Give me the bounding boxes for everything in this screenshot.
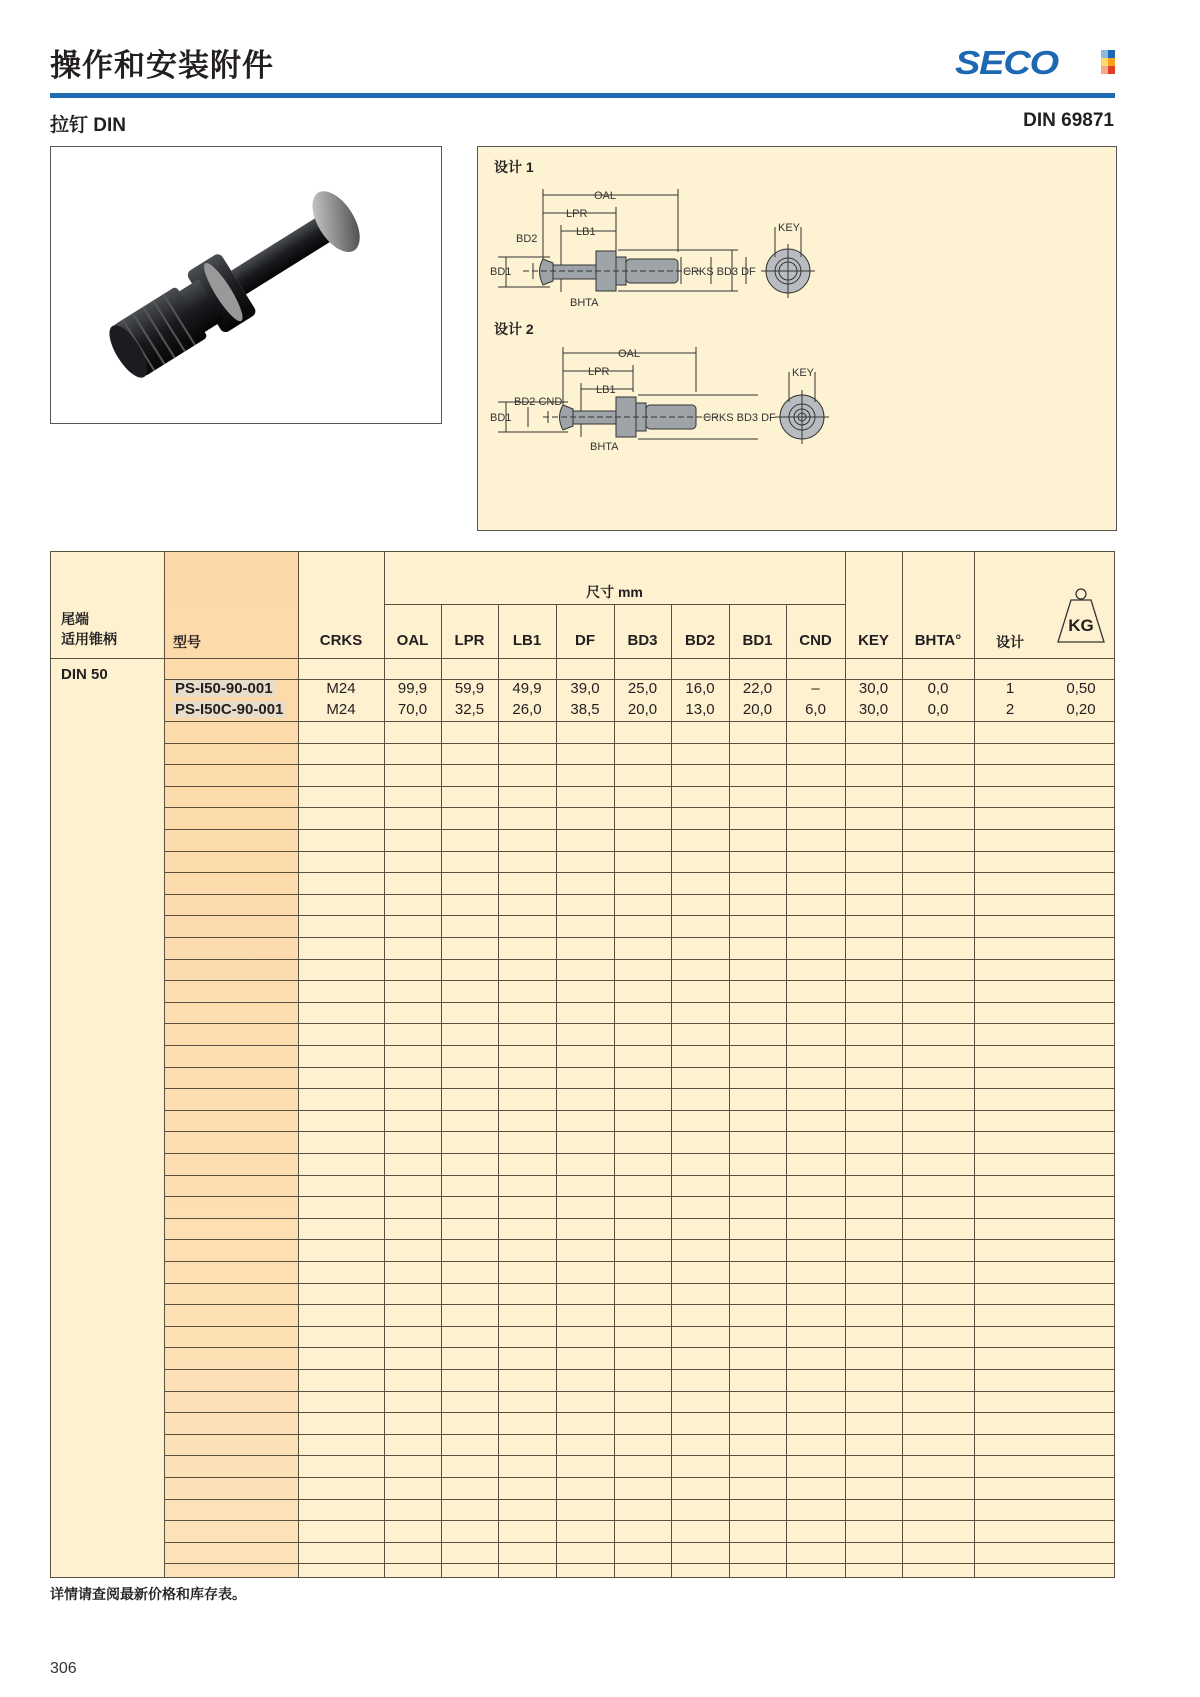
row-divider [164,1520,1114,1521]
row-divider [164,1023,1114,1024]
row-divider [164,1455,1114,1456]
row-divider [164,1391,1114,1392]
svg-text:BD2: BD2 [516,233,538,245]
cell-weight: 0,50 [1066,680,1096,697]
cell-bd3: 20,0 [627,701,658,718]
svg-text:CRKS BD3 DF: CRKS BD3 DF [703,412,776,424]
svg-text:OAL: OAL [594,190,617,202]
header-oal: OAL [396,632,429,649]
row-divider [164,721,1114,722]
row-divider [164,980,1114,981]
header-lpr: LPR [454,632,485,649]
row-divider [164,786,1114,787]
cell-weight: 0,20 [1066,701,1096,718]
row-divider [164,1542,1114,1543]
svg-text:BD1: BD1 [490,266,512,278]
logo-square [1101,50,1108,58]
row-divider [164,1261,1114,1262]
header-rule [50,93,1115,98]
page-number: 306 [50,1660,77,1677]
row-divider [164,1283,1114,1284]
row-divider [164,1153,1114,1154]
cell-cnd: – [811,680,820,697]
svg-text:BHTA: BHTA [590,441,619,453]
row-divider [164,1110,1114,1111]
row-divider [164,1412,1114,1413]
cell-bhta: 0,0 [927,680,949,697]
cell-oal: 70,0 [397,701,428,718]
cell-lb1: 49,9 [512,680,542,697]
row-divider [164,1067,1114,1068]
row-divider [164,743,1114,744]
cell-lpr: 32,5 [454,701,485,718]
cell-bd3: 25,0 [627,680,658,697]
cell-bd1: 20,0 [742,701,773,718]
header-cnd: CND [799,632,832,649]
row-divider [164,1196,1114,1197]
cell-df: 38,5 [570,701,600,718]
row-divider [164,1218,1114,1219]
header-crks: CRKS [319,632,363,649]
cell-bd1: 22,0 [742,680,773,697]
section-subtitle: 拉钉 DIN [50,115,127,136]
page-title: 操作和安装附件 [50,48,274,84]
specification-table [50,551,1115,1578]
header-model: 型号 [173,635,201,651]
row-divider [164,807,1114,808]
cell-oal: 99,9 [397,680,428,697]
cell-lpr: 59,9 [454,680,485,697]
model-number[interactable]: PS-I50C-90-001 [172,701,286,718]
row-divider [164,1088,1114,1089]
row-divider [164,1175,1114,1176]
row-divider [164,915,1114,916]
row-divider [164,764,1114,765]
logo-square [1108,50,1115,58]
row-divider [164,872,1114,873]
svg-text:KEY: KEY [778,222,801,234]
row-divider [164,1347,1114,1348]
header-bd1: BD1 [742,632,773,649]
header-bhta: BHTA° [914,632,962,649]
pull-stud-illustration-icon [51,147,441,423]
cell-key: 30,0 [858,701,889,718]
weight-kg-label: KG [1068,616,1094,635]
row-divider [164,894,1114,895]
row-divider [164,829,1114,830]
cell-key: 30,0 [858,680,889,697]
standard-label: DIN 69871 [1023,110,1114,131]
row-divider [164,1477,1114,1478]
row-divider [164,1002,1114,1003]
row-divider [164,1131,1114,1132]
row-divider [164,1434,1114,1435]
header-bd2: BD2 [684,632,715,649]
design-2-label: 设计 2 [494,321,534,337]
row-divider [164,937,1114,938]
brand-wordmark: SECO [955,44,1058,81]
header-df: DF [575,632,595,649]
cell-crks: M24 [326,680,356,697]
technical-drawing [477,146,1117,531]
svg-text:CRKS BD3 DF: CRKS BD3 DF [683,266,756,278]
dimension-drawing-icon [478,147,1116,530]
cell-crks: M24 [326,701,356,718]
weight-header [1046,586,1116,646]
svg-text:KEY: KEY [792,367,815,379]
header-bd3: BD3 [627,632,658,649]
row-divider [164,1239,1114,1240]
cell-bd2: 13,0 [685,701,715,718]
row-divider [164,1499,1114,1500]
logo-square [1101,58,1108,66]
header-dimensions-group: 尺寸 mm [586,584,643,600]
model-number[interactable]: PS-I50-90-001 [172,680,276,697]
header-lb1: LB1 [512,632,542,649]
taper-group-din50: DIN 50 [61,666,108,683]
product-photo [50,146,442,424]
svg-text:LPR: LPR [566,208,588,220]
row-divider [164,679,1114,680]
cell-bd2: 16,0 [685,680,715,697]
footnote: 详情请查阅最新价格和库存表。 [50,1587,246,1603]
cell-design: 1 [1005,680,1015,697]
design-1-label: 设计 1 [494,159,534,175]
svg-text:BD1: BD1 [490,412,512,424]
svg-text:LB1: LB1 [576,226,596,238]
row-divider [164,851,1114,852]
cell-bhta: 0,0 [927,701,949,718]
svg-text:BHTA: BHTA [570,297,599,309]
cell-lb1: 26,0 [512,701,542,718]
row-divider [164,1304,1114,1305]
row-divider [164,1045,1114,1046]
svg-text:LB1: LB1 [596,384,616,396]
cell-design: 2 [1005,701,1015,718]
svg-text:BD2 CND: BD2 CND [514,396,563,408]
logo-square [1101,66,1108,74]
cell-cnd: 6,0 [805,701,826,718]
row-divider [164,959,1114,960]
logo-square [1108,58,1115,66]
svg-text:LPR: LPR [588,366,610,378]
header-key: KEY [858,632,889,649]
svg-text:OAL: OAL [618,348,641,360]
row-divider [164,1563,1114,1564]
seco-logo [955,46,1115,80]
logo-square [1108,66,1115,74]
cell-df: 39,0 [570,680,600,697]
table-row[interactable] [51,679,1114,699]
row-divider [164,1326,1114,1327]
table-row[interactable] [51,700,1114,720]
header-design: 设计 [996,635,1024,651]
header-taper: 尾端 适用锥柄 [61,612,117,648]
row-divider [164,1369,1114,1370]
